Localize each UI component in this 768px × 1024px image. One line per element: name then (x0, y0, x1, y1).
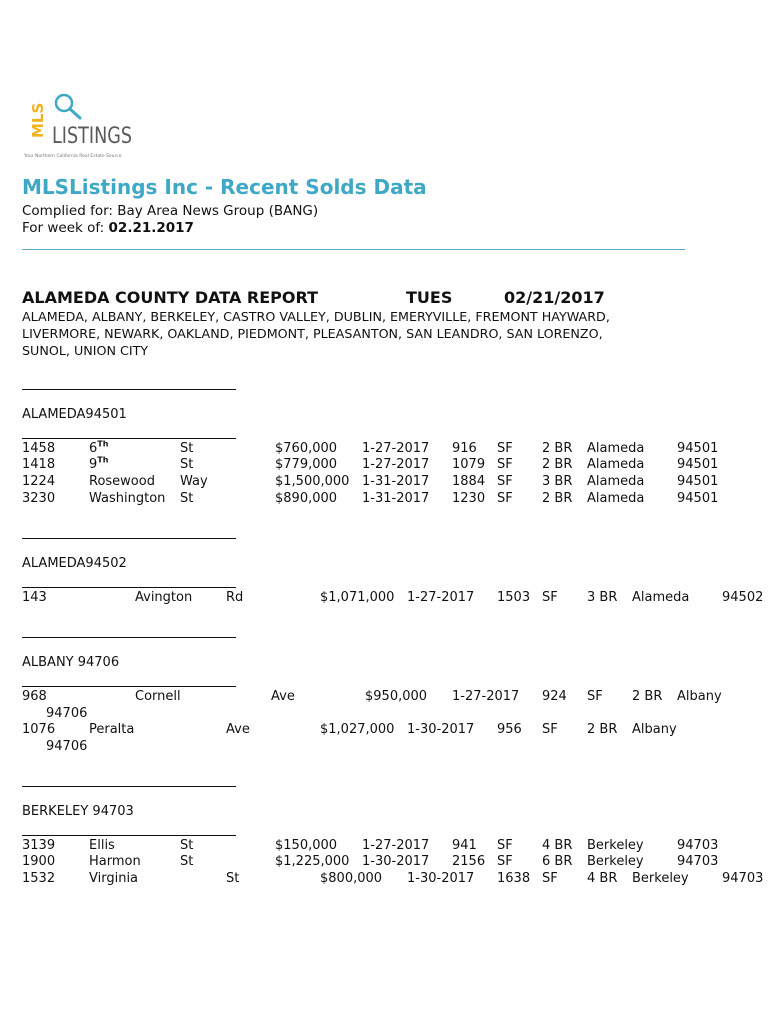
street-number: 1532 (22, 871, 56, 886)
street-type: St (226, 871, 240, 886)
report-title: ALAMEDA COUNTY DATA REPORT (22, 288, 318, 307)
zip: 94501 (677, 441, 719, 456)
bedrooms: 2 BR (542, 457, 573, 472)
square-feet: 924 (542, 689, 567, 704)
sale-price: $800,000 (320, 871, 383, 886)
sale-price: $150,000 (275, 838, 338, 853)
sale-price: $890,000 (275, 491, 338, 506)
table-row (0, 590, 768, 607)
report-day: TUES (406, 288, 453, 307)
street-name (89, 457, 108, 472)
logo-mls-text: MLS (29, 102, 47, 138)
sale-price: $1,071,000 (320, 590, 395, 605)
bedrooms: 3 BR (587, 590, 618, 605)
section-divider (22, 686, 236, 687)
square-feet: 1230 (452, 491, 486, 506)
table-row (0, 441, 768, 458)
section-heading: ALAMEDA94501 (22, 407, 127, 422)
zip: 94703 (677, 854, 719, 869)
street-number: 3230 (22, 491, 56, 506)
city: Berkeley (632, 871, 689, 886)
city: Berkeley (587, 838, 644, 853)
table-row (0, 689, 768, 706)
street-number: 1458 (22, 441, 56, 456)
sale-price: $779,000 (275, 457, 338, 472)
section-divider (22, 389, 236, 390)
report-date: 02/21/2017 (504, 288, 605, 307)
square-feet: 916 (452, 441, 477, 456)
street-name: Ellis (89, 838, 115, 853)
sale-price: $950,000 (365, 689, 428, 704)
bedrooms: 4 BR (542, 838, 573, 853)
street-type: Rd (226, 590, 244, 605)
street-type: St (180, 441, 194, 456)
ordinal-suffix: Th (97, 455, 109, 465)
sf-unit: SF (497, 441, 513, 456)
sf-unit: SF (542, 871, 558, 886)
sale-date: 1-31-2017 (362, 474, 430, 489)
week-of (22, 220, 194, 236)
table-row-wrap (0, 739, 768, 756)
square-feet: 1503 (497, 590, 531, 605)
bedrooms: 4 BR (587, 871, 618, 886)
sale-date: 1-27-2017 (362, 441, 430, 456)
city: Alameda (587, 457, 645, 472)
square-feet: 1638 (497, 871, 531, 886)
section-divider (22, 786, 236, 787)
zip: 94502 (722, 590, 764, 605)
report-heading (22, 288, 605, 307)
bedrooms: 2 BR (542, 491, 573, 506)
city-list: ALAMEDA, ALBANY, BERKELEY, CASTRO VALLEY, DUBLIN, EMERYVILLE, FREMONT HAYWARD, LIVERMORE, NEWARK, OAKLAND, PIEDMONT, PLEASANTON, SAN LEANDRO, SAN LORENZO, SUNOL, UNION CITY (22, 309, 610, 358)
sale-date: 1-27-2017 (452, 689, 520, 704)
sale-date: 1-27-2017 (362, 457, 430, 472)
section-heading: ALBANY 94706 (22, 655, 120, 670)
street-name: Avington (135, 590, 193, 605)
sale-date: 1-31-2017 (362, 491, 430, 506)
street-name (89, 441, 108, 456)
square-feet: 1079 (452, 457, 486, 472)
square-feet: 956 (497, 722, 522, 737)
street-name: Cornell (135, 689, 181, 704)
street-type: Ave (271, 689, 295, 704)
street-number: 1224 (22, 474, 56, 489)
bedrooms: 2 BR (632, 689, 663, 704)
table-row (0, 722, 768, 739)
week-value: 02.21.2017 (108, 220, 194, 236)
street-name-text: 6 (89, 441, 98, 456)
table-row (0, 871, 768, 888)
city: Alameda (587, 474, 645, 489)
sale-date: 1-27-2017 (362, 838, 430, 853)
sale-price: $760,000 (275, 441, 338, 456)
street-number: 1418 (22, 457, 56, 472)
section-divider (22, 587, 236, 588)
sf-unit: SF (542, 590, 558, 605)
magnifier-icon (50, 92, 100, 126)
city: Albany (632, 722, 677, 737)
zip: 94501 (677, 457, 719, 472)
city: Alameda (632, 590, 690, 605)
compiled-for: Complied for: Bay Area News Group (BANG) (22, 203, 319, 219)
sale-date: 1-30-2017 (407, 871, 475, 886)
sf-unit: SF (587, 689, 603, 704)
city: Alameda (587, 491, 645, 506)
table-row (0, 854, 768, 871)
street-type: Ave (226, 722, 250, 737)
sale-price: $1,225,000 (275, 854, 350, 869)
sale-price: $1,500,000 (275, 474, 350, 489)
section-divider (22, 637, 236, 638)
street-name: Harmon (89, 854, 141, 869)
street-number: 968 (22, 689, 47, 704)
page-title: MLSListings Inc - Recent Solds Data (22, 175, 427, 199)
table-row (0, 457, 768, 474)
table-row (0, 491, 768, 508)
sale-date: 1-27-2017 (407, 590, 475, 605)
header-divider (22, 249, 685, 250)
street-number: 1076 (22, 722, 56, 737)
section-heading: ALAMEDA94502 (22, 556, 127, 571)
zip: 94706 (46, 706, 88, 721)
logo-listings-text: LISTINGS (52, 124, 133, 149)
street-type: St (180, 838, 194, 853)
sf-unit: SF (497, 838, 513, 853)
section-heading: BERKELEY 94703 (22, 804, 134, 819)
street-type: St (180, 457, 194, 472)
street-number: 3139 (22, 838, 56, 853)
street-name: Rosewood (89, 474, 155, 489)
week-label: For week of: (22, 220, 109, 236)
sf-unit: SF (497, 474, 513, 489)
logo-tagline: Your Northern California Real Estate Source (24, 154, 122, 159)
sf-unit: SF (497, 457, 513, 472)
sf-unit: SF (542, 722, 558, 737)
section-divider (22, 835, 236, 836)
city: Albany (677, 689, 722, 704)
table-row (0, 474, 768, 491)
street-type: St (180, 491, 194, 506)
zip: 94706 (46, 739, 88, 754)
street-number: 143 (22, 590, 47, 605)
street-name: Washington (89, 491, 166, 506)
street-number: 1900 (22, 854, 56, 869)
city: Berkeley (587, 854, 644, 869)
zip: 94703 (677, 838, 719, 853)
sale-price: $1,027,000 (320, 722, 395, 737)
sale-date: 1-30-2017 (407, 722, 475, 737)
street-name-text: 9 (89, 457, 98, 472)
street-type: St (180, 854, 194, 869)
bedrooms: 6 BR (542, 854, 573, 869)
ordinal-suffix: Th (97, 439, 109, 449)
city: Alameda (587, 441, 645, 456)
street-name: Peralta (89, 722, 135, 737)
section-divider (22, 438, 236, 439)
square-feet: 1884 (452, 474, 486, 489)
sale-date: 1-30-2017 (362, 854, 430, 869)
zip: 94501 (677, 491, 719, 506)
bedrooms: 2 BR (542, 441, 573, 456)
zip: 94703 (722, 871, 764, 886)
section-divider (22, 538, 236, 539)
street-type: Way (180, 474, 208, 489)
sf-unit: SF (497, 854, 513, 869)
table-row-wrap (0, 706, 768, 723)
zip: 94501 (677, 474, 719, 489)
bedrooms: 3 BR (542, 474, 573, 489)
square-feet: 2156 (452, 854, 486, 869)
mlslistings-logo (22, 92, 152, 164)
bedrooms: 2 BR (587, 722, 618, 737)
street-name: Virginia (89, 871, 139, 886)
sf-unit: SF (497, 491, 513, 506)
square-feet: 941 (452, 838, 477, 853)
table-row (0, 838, 768, 855)
